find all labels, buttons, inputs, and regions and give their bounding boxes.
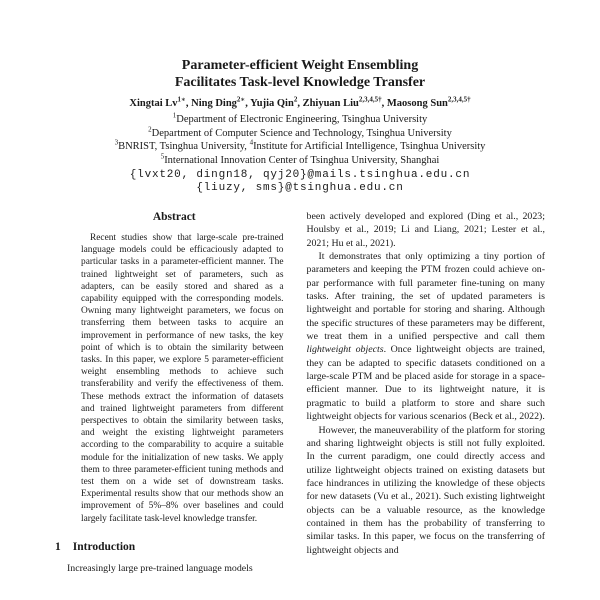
emails-block xyxy=(55,169,545,195)
author-line: Xingtai $Lv^{1∗}$, Ning Ding$^{2∗}$, Yujia Qin$^2$, Zhiyuan Liu$^{2,3,4,5\dagger}$, Maosong Sun$^{2,3,4,5\dagger}$ xyxy=(129,95,471,109)
affiliations-block xyxy=(55,113,545,167)
right-column xyxy=(307,210,546,575)
paper-title-line1: Parameter-efficient Weight Ensembling xyxy=(181,58,419,73)
section-number: 1 xyxy=(55,540,61,553)
section-title: Introduction xyxy=(72,540,136,553)
paper-title xyxy=(55,57,545,91)
paper-title-line2: Facilitates Task-level Knowledge Transfer xyxy=(174,75,426,90)
affiliation-line-2: $^2$Department of Computer Science and Technology, Tsinghua University xyxy=(148,125,452,139)
section-heading-introduction xyxy=(55,540,294,554)
body-paragraph: However, the maneuverability of the platform for storing and sharing lightweight objects is still not fully exploited. In the current paradigm, one could directly access and utilize lightweight objects trained on existing datasets but face hindrances in utilizing the knowledge of these objects for new datasets (Vu et al., 2021). Such existing lightweight objects can be a valuable resource, as the knowledge contained in them has the probability of transferring to similar tasks. In this paper, we focus on the transferring of lightweight objects and xyxy=(306,424,545,556)
email-line-advisors: {liuzy, sms}@tsinghua.edu.cn xyxy=(196,182,404,194)
abstract-text: Recent studies show that large-scale pre-trained language models could be efficaciously adapted to particular tasks in a parameter-efficient manner. The trained lightweight set of parameters, such as adapters, can be easily stored and shared as a capability equipped with the corresponding models. Owning many lightweight parameters, we focus on transferring them between tasks to acquire an improvement in performance of new tasks, the key point of which is to obtain the similarity between tasks. In this paper, we explore 5 parameter-efficient weight ensembling methods to achieve such transferability and verify the effectiveness of them. These methods extract the information of datasets and trained lightweight parameters from different perspectives to obtain the similarity between tasks, and weight the existing lightweight parameters according to the comparability to acquire a suitable module for the initialization of new tasks. We apply them to three parameter-efficient tuning methods and test them on a wide set of downstream tasks. Experimental results show that our methods show an improvement of 5%–8% over baselines and could largely facilitate task-level knowledge transfer. xyxy=(81,233,284,524)
affiliation-line-4: $^5$International Innovation Center of Tsinghua University, Shanghai xyxy=(160,152,440,166)
abstract-heading: Abstract xyxy=(152,211,196,223)
body-paragraph: It demonstrates that only optimizing a tiny portion of parameters and keeping the PTM frozen could achieve on-par performance with full parameter fine-tuning on many tasks. After training, the set of updated parameters is lightweight and portable for storing and sharing. Although the specific structures of these parameters may be different, we treat them in a unified perspective and call them lightweight objects. Once lightweight objects are trained, they can be adapted to specific datasets conditioned on a large-scale PTM and be placed aside for storage in a space-efficient manner. Due to its lightweight nature, it is pragmatic to build a platform to store and share such lightweight objects for various scenarios (Beck et al., 2022). xyxy=(306,251,545,423)
body-paragraph: been actively developed and explored (Ding et al., 2023; Houlsby et al., 2019; Li and Liang, 2021; Lester et al., 2021; Hu et al., 2021). xyxy=(306,211,545,249)
affiliation-line-1: $^1$Department of Electronic Engineering, Tsinghua University xyxy=(172,111,428,125)
email-line-students: {lvxt20, dingn18, qyj20}@mails.tsinghua.edu.cn xyxy=(129,169,471,181)
two-column-body xyxy=(55,210,545,575)
introduction-first-line: Increasingly large pre-trained language models xyxy=(67,562,253,574)
affiliation-line-3: $^3$BNRIST, Tsinghua University, $^4$Institute for Artificial Intelligence, Tsinghua University xyxy=(114,138,486,152)
left-column xyxy=(55,210,294,575)
